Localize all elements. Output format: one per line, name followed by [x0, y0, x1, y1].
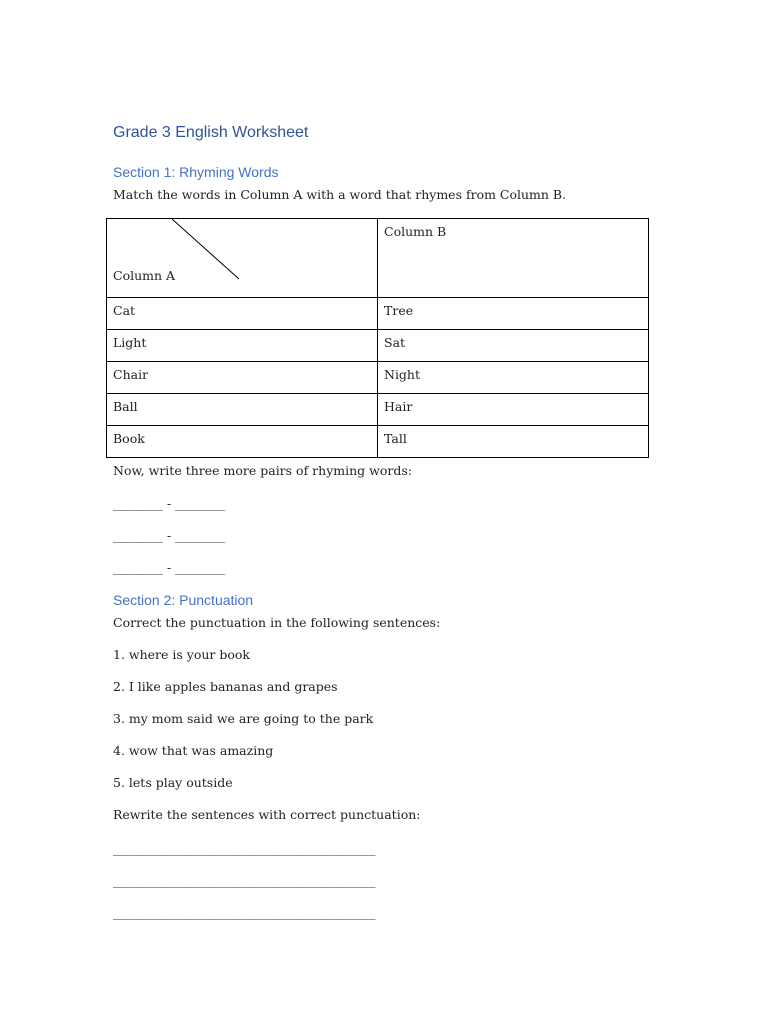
column-b-header: Column B [384, 224, 447, 239]
table-row [107, 394, 649, 426]
column-b-cell: Night [378, 362, 649, 394]
section1-heading: Section 1: Rhyming Words [113, 164, 279, 180]
table-row [107, 298, 649, 330]
sentence-item: 1. where is your book [113, 647, 250, 662]
column-b-cell: Sat [378, 330, 649, 362]
sentence-item: 4. wow that was amazing [113, 743, 274, 758]
rewrite-answer-line: __________________________________________ [113, 873, 376, 888]
section1-instruction: Match the words in Column A with a word that rhymes from Column B. [113, 187, 567, 202]
column-a-cell: Light [107, 330, 378, 362]
rewrite-answer-line: __________________________________________ [113, 841, 376, 856]
section2-heading: Section 2: Punctuation [113, 592, 254, 608]
column-a-cell: Chair [107, 362, 378, 394]
column-a-header-cell [107, 219, 378, 298]
rewrite-prompt: Rewrite the sentences with correct punctuation: [113, 807, 421, 822]
column-a-cell: Book [107, 426, 378, 458]
table-row [107, 426, 649, 458]
section2-instruction: Correct the punctuation in the following sentences: [113, 615, 441, 630]
column-b-cell: Tree [378, 298, 649, 330]
pair-answer-line: ________ - ________ [113, 496, 226, 511]
column-a-header: Column A [113, 268, 176, 283]
page-title: Grade 3 English Worksheet [113, 124, 309, 141]
rewrite-answer-line: __________________________________________ [113, 905, 376, 920]
pair-answer-line: ________ - ________ [113, 528, 226, 543]
diagonal-divider [107, 219, 378, 298]
sentence-item: 3. my mom said we are going to the park [113, 711, 374, 726]
column-b-header-cell [378, 219, 649, 298]
column-a-cell: Ball [107, 394, 378, 426]
column-a-cell: Cat [107, 298, 378, 330]
table-row [107, 330, 649, 362]
more-pairs-prompt: Now, write three more pairs of rhyming words: [113, 463, 412, 478]
table-header-row [107, 219, 649, 298]
table-row [107, 362, 649, 394]
column-b-cell: Hair [378, 394, 649, 426]
column-b-cell: Tall [378, 426, 649, 458]
rhyme-match-table [106, 218, 649, 458]
pair-answer-line: ________ - ________ [113, 560, 226, 575]
sentence-item: 5. lets play outside [113, 775, 233, 790]
sentence-item: 2. I like apples bananas and grapes [113, 679, 338, 694]
